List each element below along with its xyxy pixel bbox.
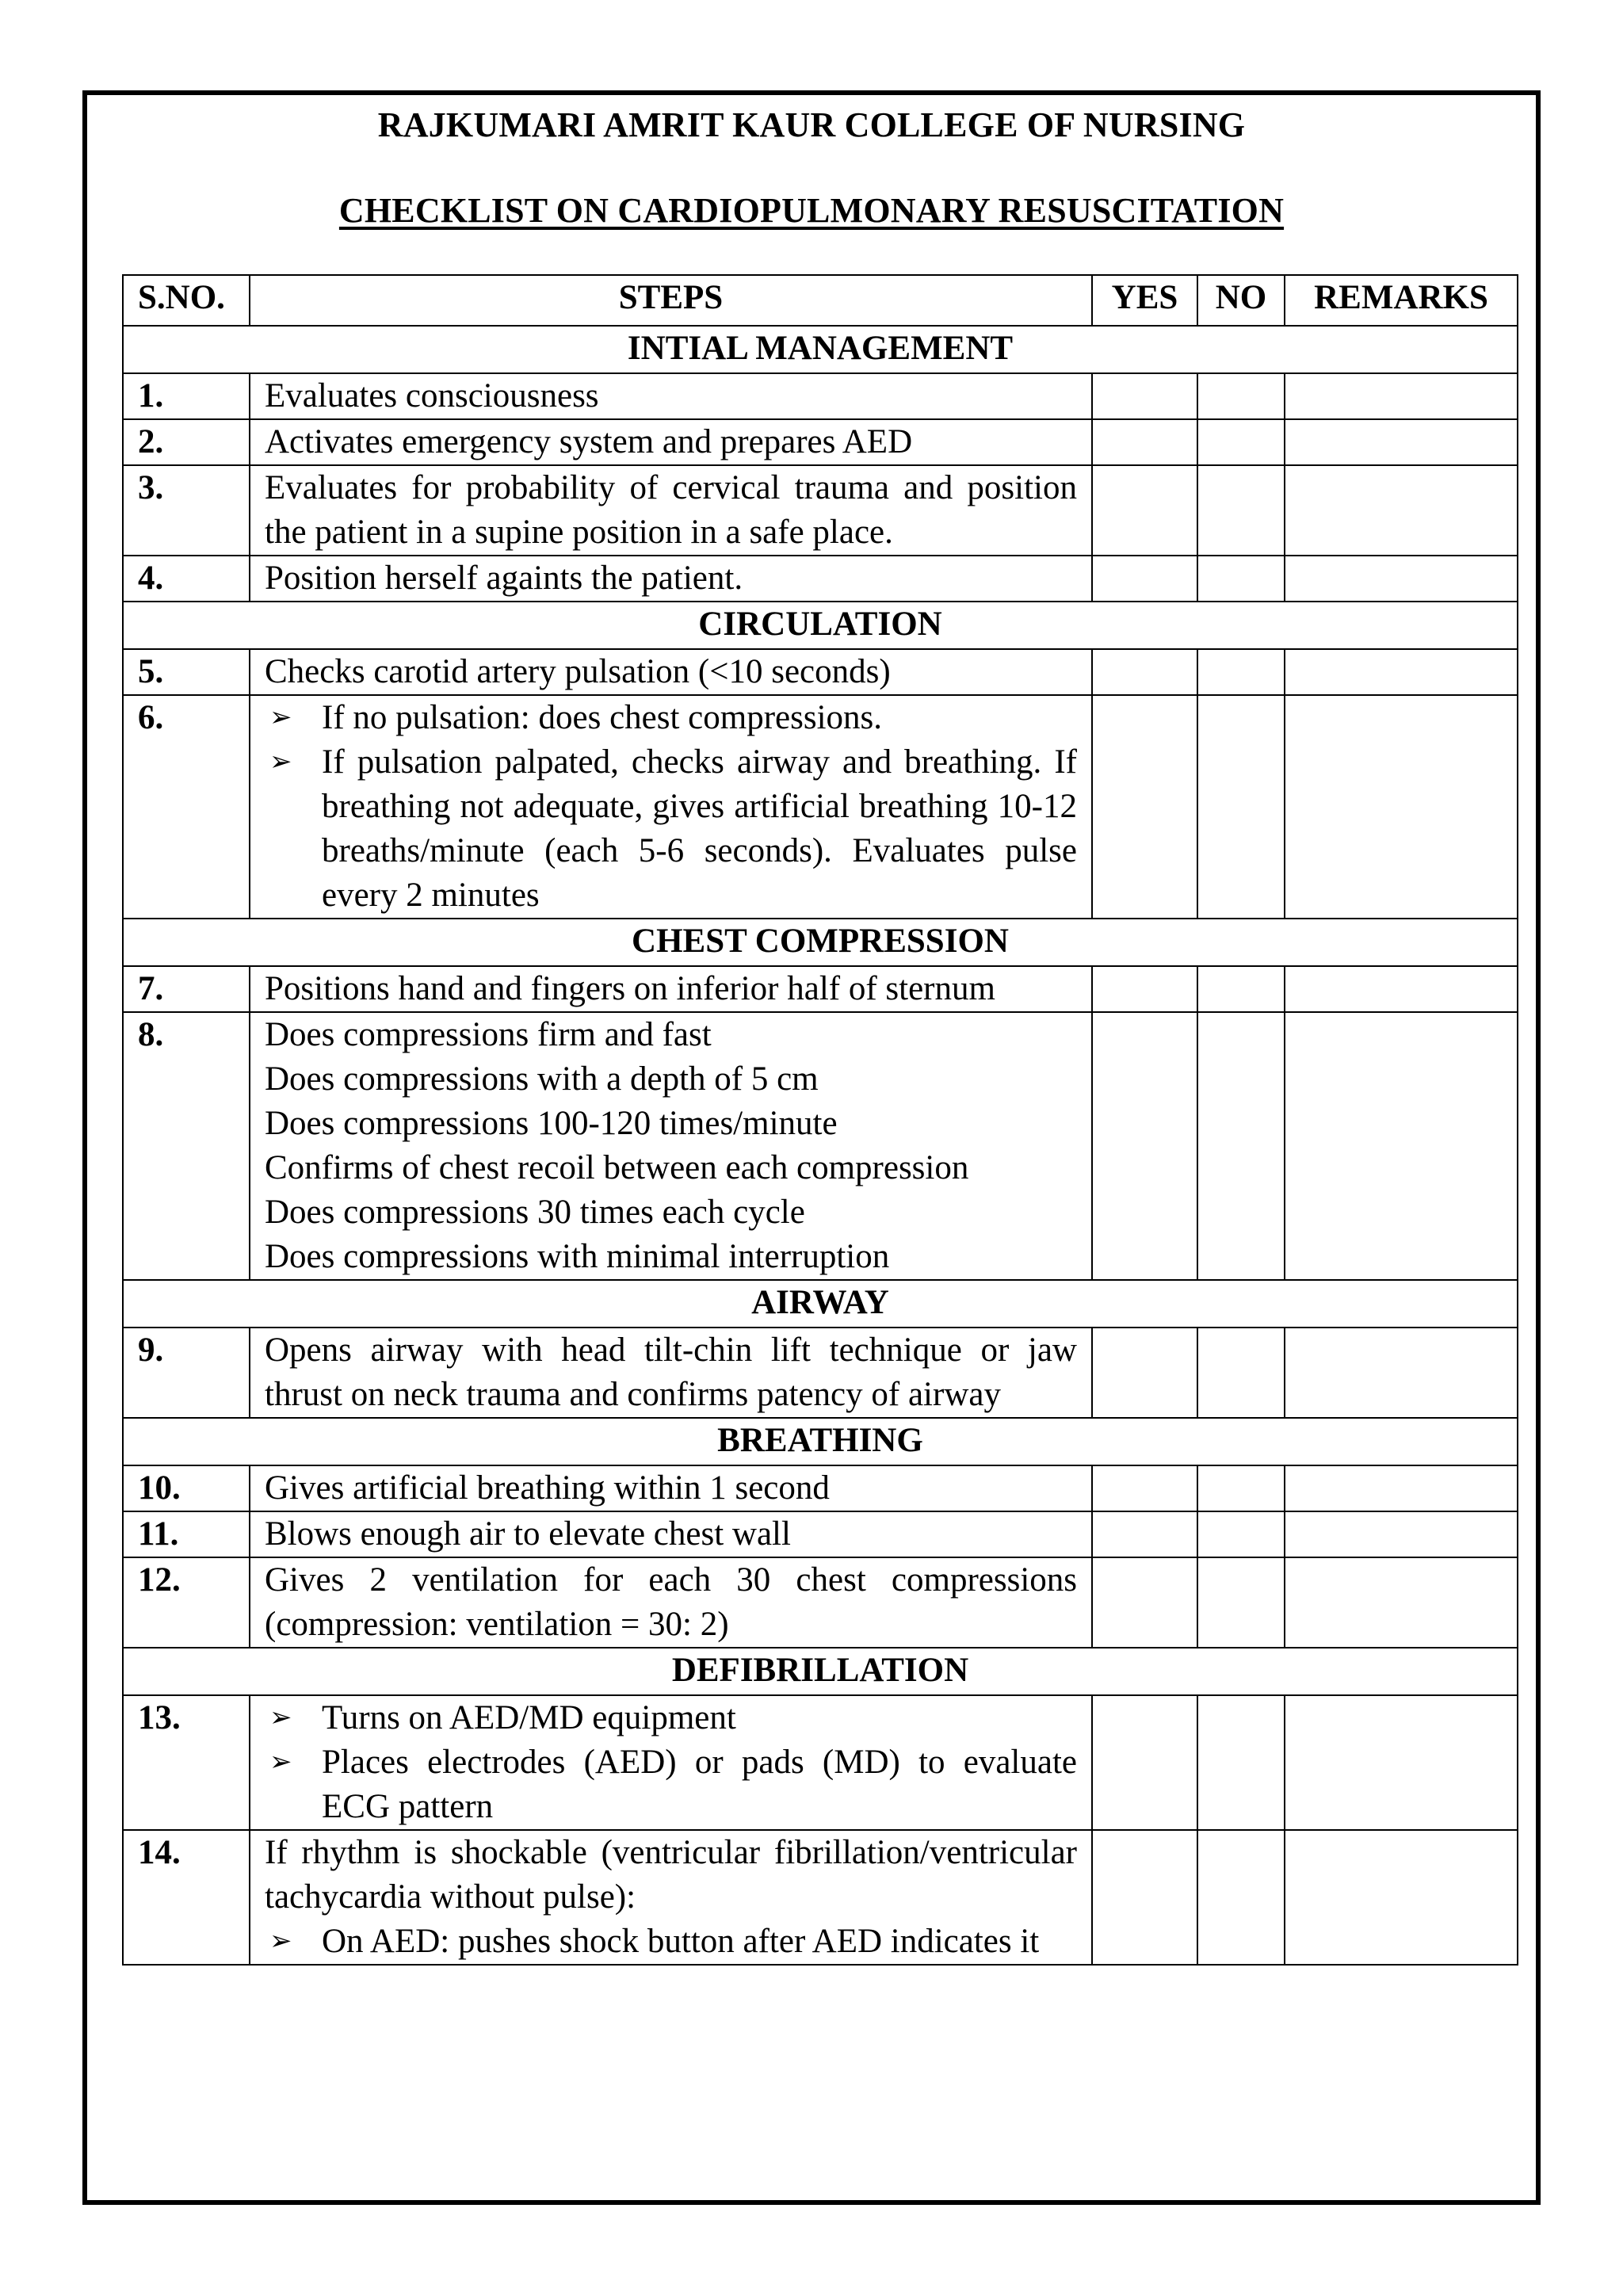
- section-airway: AIRWAY: [123, 1280, 1518, 1328]
- row-step: Blows enough air to elevate chest wall: [250, 1511, 1092, 1557]
- table-row: [123, 1830, 1518, 1965]
- no-cell[interactable]: [1197, 556, 1285, 602]
- row-step: Evaluates for probability of cervical trauma and position the patient in a supine position in a safe place.: [250, 465, 1092, 556]
- section-row: [123, 919, 1518, 966]
- row-number: 3.: [123, 465, 250, 556]
- yes-cell[interactable]: [1092, 1511, 1197, 1557]
- step-line: Does compressions 100-120 times/minute: [265, 1105, 838, 1142]
- section-initial-management: INTIAL MANAGEMENT: [123, 326, 1518, 373]
- no-cell[interactable]: [1197, 465, 1285, 556]
- row-number: 14.: [123, 1830, 250, 1965]
- row-number: 5.: [123, 649, 250, 695]
- bullet-text: Turns on AED/MD equipment: [322, 1699, 736, 1736]
- checklist-title: CHECKLIST ON CARDIOPULMONARY RESUSCITATION: [338, 191, 1285, 230]
- remarks-cell[interactable]: [1285, 465, 1518, 556]
- row-number: 13.: [123, 1695, 250, 1830]
- no-cell[interactable]: [1197, 1830, 1285, 1965]
- table-row: [123, 1557, 1518, 1648]
- no-cell[interactable]: [1197, 419, 1285, 465]
- table-row: [123, 556, 1518, 602]
- section-breathing: BREATHING: [123, 1418, 1518, 1465]
- yes-cell[interactable]: [1092, 1012, 1197, 1280]
- section-chest-compression: CHEST COMPRESSION: [123, 919, 1518, 966]
- table-row: [123, 1465, 1518, 1511]
- yes-cell[interactable]: [1092, 966, 1197, 1012]
- yes-cell[interactable]: [1092, 649, 1197, 695]
- bullet-item: [265, 1740, 1077, 1829]
- row-step: [250, 1012, 1092, 1280]
- yes-cell[interactable]: [1092, 419, 1197, 465]
- row-number: 9.: [123, 1328, 250, 1418]
- col-sno: S.NO.: [123, 275, 250, 326]
- row-step: Opens airway with head tilt-chin lift technique or jaw thrust on neck trauma and confirms patency of airway: [250, 1328, 1092, 1418]
- section-row: [123, 1418, 1518, 1465]
- row-step: Positions hand and fingers on inferior half of sternum: [250, 966, 1092, 1012]
- col-steps: STEPS: [250, 275, 1092, 326]
- bullet-item: [265, 1696, 1077, 1740]
- page-frame: [82, 90, 1541, 2205]
- row-step: Activates emergency system and prepares AED: [250, 419, 1092, 465]
- row-step: Gives artificial breathing within 1 second: [250, 1465, 1092, 1511]
- remarks-cell[interactable]: [1285, 966, 1518, 1012]
- row-number: 1.: [123, 373, 250, 419]
- remarks-cell[interactable]: [1285, 1511, 1518, 1557]
- table-row: [123, 1695, 1518, 1830]
- bullet-item: [265, 740, 1077, 918]
- no-cell[interactable]: [1197, 1695, 1285, 1830]
- yes-cell[interactable]: [1092, 1695, 1197, 1830]
- step-line: Does compressions with a depth of 5 cm: [265, 1060, 819, 1098]
- step-line: If rhythm is shockable (ventricular fibrillation/ventricular tachycardia without pulse):: [265, 1834, 1077, 1916]
- table-row: [123, 1328, 1518, 1418]
- section-row: [123, 326, 1518, 373]
- row-step: [250, 1695, 1092, 1830]
- no-cell[interactable]: [1197, 966, 1285, 1012]
- section-row: [123, 1648, 1518, 1695]
- section-row: [123, 602, 1518, 649]
- no-cell[interactable]: [1197, 695, 1285, 919]
- section-circulation: CIRCULATION: [123, 602, 1518, 649]
- arrow-bullet-icon: ➢: [269, 703, 292, 732]
- no-cell[interactable]: [1197, 1465, 1285, 1511]
- yes-cell[interactable]: [1092, 373, 1197, 419]
- arrow-bullet-icon: ➢: [269, 747, 292, 777]
- remarks-cell[interactable]: [1285, 1465, 1518, 1511]
- yes-cell[interactable]: [1092, 695, 1197, 919]
- row-number: 12.: [123, 1557, 250, 1648]
- row-number: 8.: [123, 1012, 250, 1280]
- no-cell[interactable]: [1197, 1012, 1285, 1280]
- yes-cell[interactable]: [1092, 1557, 1197, 1648]
- no-cell[interactable]: [1197, 1328, 1285, 1418]
- step-line: Does compressions firm and fast: [265, 1016, 712, 1053]
- table-row: [123, 1012, 1518, 1280]
- remarks-cell[interactable]: [1285, 695, 1518, 919]
- remarks-cell[interactable]: [1285, 1830, 1518, 1965]
- no-cell[interactable]: [1197, 1511, 1285, 1557]
- row-number: 11.: [123, 1511, 250, 1557]
- remarks-cell[interactable]: [1285, 419, 1518, 465]
- table-row: [123, 649, 1518, 695]
- row-step: [250, 695, 1092, 919]
- bullet-text: On AED: pushes shock button after AED indicates it: [322, 1923, 1040, 1960]
- remarks-cell[interactable]: [1285, 1695, 1518, 1830]
- remarks-cell[interactable]: [1285, 1557, 1518, 1648]
- no-cell[interactable]: [1197, 649, 1285, 695]
- col-yes: YES: [1092, 275, 1197, 326]
- row-number: 7.: [123, 966, 250, 1012]
- row-step: Position herself againts the patient.: [250, 556, 1092, 602]
- bullet-text: If pulsation palpated, checks airway and breathing. If breathing not adequate, gives artificial breathing 10-12 breaths/minute (each 5-6 seconds). Evaluates pulse every 2 minutes: [322, 743, 1077, 914]
- yes-cell[interactable]: [1092, 556, 1197, 602]
- remarks-cell[interactable]: [1285, 1328, 1518, 1418]
- col-no: NO: [1197, 275, 1285, 326]
- row-number: 10.: [123, 1465, 250, 1511]
- row-step: Gives 2 ventilation for each 30 chest compressions (compression: ventilation = 30: 2): [250, 1557, 1092, 1648]
- bullet-item: [265, 1920, 1077, 1964]
- row-step: Checks carotid artery pulsation (<10 seconds): [250, 649, 1092, 695]
- remarks-cell[interactable]: [1285, 1012, 1518, 1280]
- col-remarks: REMARKS: [1285, 275, 1518, 326]
- arrow-bullet-icon: ➢: [269, 1748, 292, 1777]
- yes-cell[interactable]: [1092, 465, 1197, 556]
- header-row: [123, 275, 1518, 326]
- step-line: Does compressions with minimal interruption: [265, 1238, 890, 1275]
- section-defibrillation: DEFIBRILLATION: [123, 1648, 1518, 1695]
- yes-cell[interactable]: [1092, 1465, 1197, 1511]
- bullet-item: [265, 696, 1077, 740]
- row-number: 4.: [123, 556, 250, 602]
- step-line: Confirms of chest recoil between each compression: [265, 1149, 969, 1186]
- table-row: [123, 1511, 1518, 1557]
- section-row: [123, 1280, 1518, 1328]
- table-row: [123, 373, 1518, 419]
- no-cell[interactable]: [1197, 1557, 1285, 1648]
- step-line: Does compressions 30 times each cycle: [265, 1194, 805, 1231]
- table-row: [123, 966, 1518, 1012]
- row-number: 2.: [123, 419, 250, 465]
- remarks-cell[interactable]: [1285, 649, 1518, 695]
- arrow-bullet-icon: ➢: [269, 1927, 292, 1956]
- no-cell[interactable]: [1197, 373, 1285, 419]
- row-step: [250, 1830, 1092, 1965]
- row-number: 6.: [123, 695, 250, 919]
- yes-cell[interactable]: [1092, 1830, 1197, 1965]
- checklist-table: [122, 274, 1518, 1966]
- arrow-bullet-icon: ➢: [269, 1703, 292, 1733]
- table-row: [123, 419, 1518, 465]
- college-name: RAJKUMARI AMRIT KAUR COLLEGE OF NURSING: [377, 105, 1246, 144]
- remarks-cell[interactable]: [1285, 373, 1518, 419]
- table-row: [123, 695, 1518, 919]
- table-row: [123, 465, 1518, 556]
- bullet-text: Places electrodes (AED) or pads (MD) to evaluate ECG pattern: [322, 1744, 1077, 1825]
- yes-cell[interactable]: [1092, 1328, 1197, 1418]
- remarks-cell[interactable]: [1285, 556, 1518, 602]
- bullet-text: If no pulsation: does chest compressions.: [322, 699, 883, 736]
- row-step: Evaluates consciousness: [250, 373, 1092, 419]
